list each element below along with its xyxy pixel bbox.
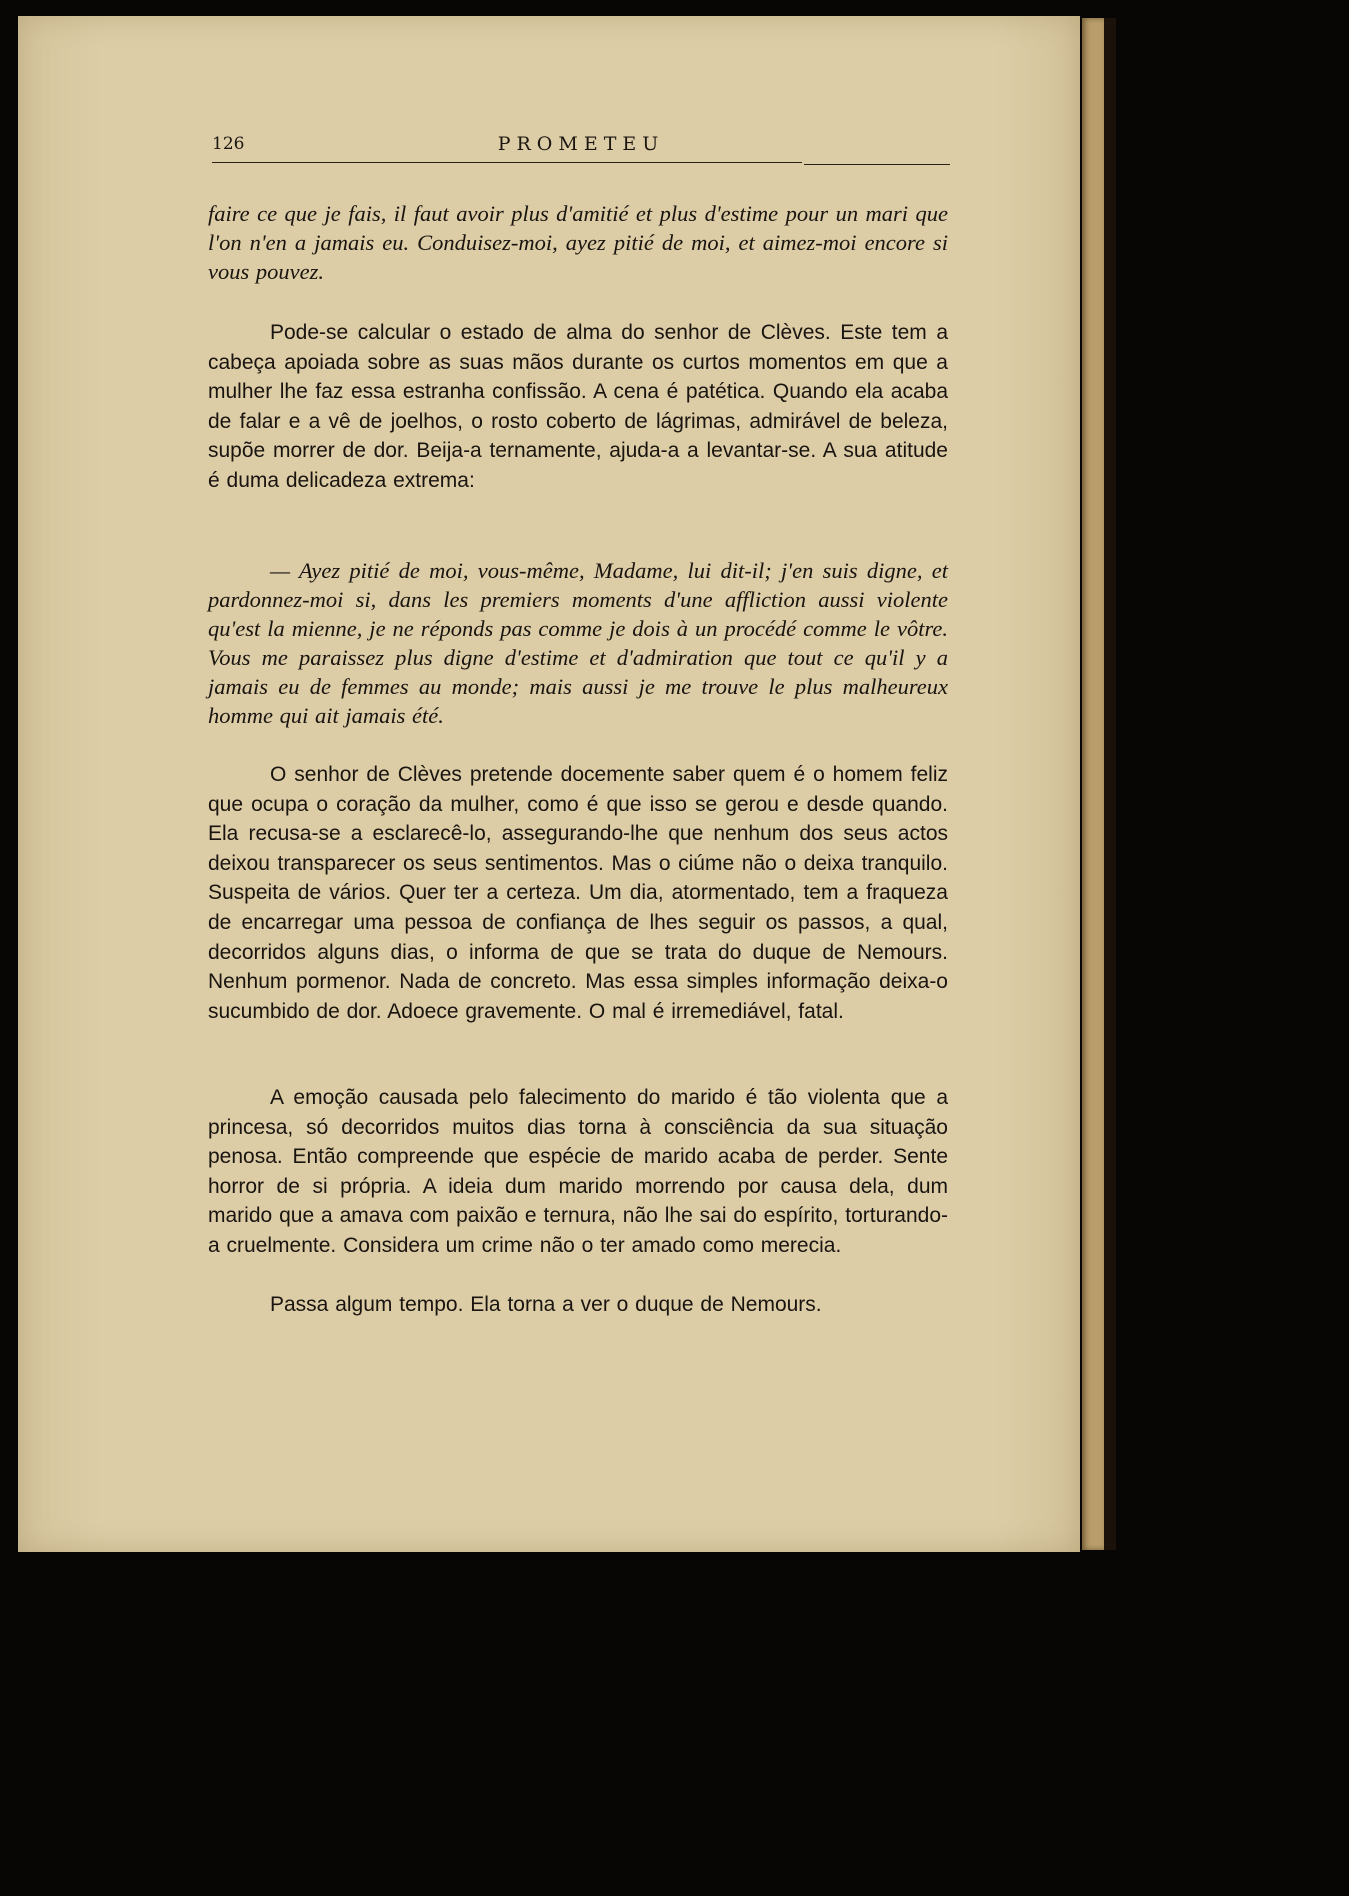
body-paragraph-1: Pode-se calcular o estado de alma do senhor de Clèves. Este tem a cabeça apoiada sobre as suas mãos durante os curtos momentos em que a mulher lhe faz essa estranha confissão. A cena é patética. Quando ela acaba de falar e a vê de joelhos, o rosto coberto de lágrimas, admirável de beleza, supõe morrer de dor. Beija-a ternamente, ajuda-a a levantar-se. A sua atitude é duma delicadeza extrema: [208, 321, 948, 492]
body-paragraph-4: Passa algum tempo. Ela torna a ver o duque de Nemours. [270, 1293, 822, 1316]
page-header [212, 134, 950, 162]
header-rule-right [804, 164, 950, 165]
page-number: 126 [212, 134, 245, 154]
body-paragraph-3: A emoção causada pelo falecimento do marido é tão violenta que a princesa, só decorridos muitos dias torna à consciência da sua situação penosa. Então compreende que espécie de marido acaba de perder. Sente horror de si própria. A ideia dum marido morrendo por causa dela, dum marido que a amava com paixão e ternura, não lhe sai do espírito, torturando-a cruelmente. Considera um crime não o ter amado como merecia. [208, 1086, 948, 1257]
body-paragraph-2: O senhor de Clèves pretende docemente saber quem é o homem feliz que ocupa o coração da mulher, como é que isso se gerou e desde quando. Ela recusa-se a esclarecê-lo, assegurando-lhe que nenhum dos seus actos deixou transparecer os seus sentimentos. Mas o ciúme não o deixa tranquilo. Suspeita de vários. Quer ter a certeza. Um dia, atormentado, tem a fraqueza de encarregar uma pessoa de confiança de lhes seguir os passos, a qual, decorridos alguns dias, o informa de que se trata do duque de Nemours. Nenhum pormenor. Nada de concreto. Mas essa simples informação deixa-o sucumbido de dor. Adoece gravemente. O mal é irremediável, fatal. [208, 763, 948, 1023]
header-rule [212, 162, 802, 163]
quote-paragraph-1: faire ce que je fais, il faut avoir plus d'amitié et plus d'estime pour un mari que l'on n'en a jamais eu. Conduisez-moi, ayez pitié de moi, et aimez-moi encore si vous pouvez. [208, 201, 948, 284]
binding-shadow [1104, 18, 1116, 1550]
running-title: PROMETEU [497, 133, 665, 155]
page-edge [1082, 18, 1104, 1550]
quote-paragraph-2: — Ayez pitié de moi, vous-même, Madame, lui dit-il; j'en suis digne, et pardonnez-moi si, dans les premiers moments d'une affliction aussi violente qu'est la mienne, je ne réponds pas comme je dois à un procédé comme le vôtre. Vous me paraissez plus digne d'estime et d'admiration que tout ce qu'il y a jamais eu de femmes au monde; mais aussi je me trouve le plus malheureux homme qui ait jamais été. [208, 558, 948, 728]
